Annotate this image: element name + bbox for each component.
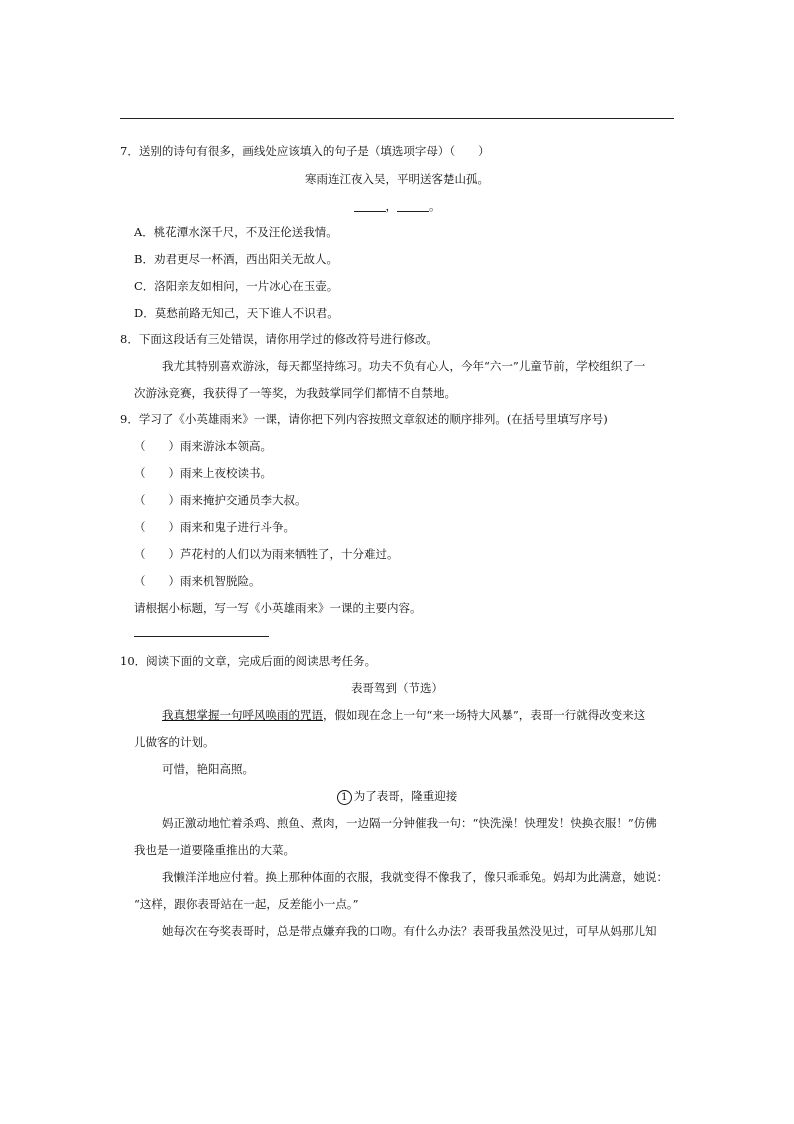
q7-option-b[interactable]: B．劝君更尽一杯酒，西出阳关无故人。 [134,252,338,266]
q8-paragraph-line1: 我尤其特别喜欢游泳，每天都坚持练习。功夫不负有心人，今年“六一”儿童节前，学校组织了一 [162,359,646,373]
q9-summary-prompt: 请根据小标题，写一写《小英雄雨来》一课的主要内容。 [134,601,422,615]
q10-stem: 10．阅读下面的文章，完成后面的阅读思考任务。 [120,654,377,668]
q9-item-3[interactable]: （ ）雨来掩护交通员李大叔。 [134,493,307,507]
q7-poem-line: 寒雨连江夜入吴，平明送客楚山孤。 [305,172,489,186]
q10-paragraph-3-line2: 我也是一道要隆重推出的大菜。 [134,843,295,857]
header-rule [120,118,674,119]
q9-stem: 9．学习了《小英雄雨来》一课，请你把下列内容按照文章叙述的顺序排列。(在括号里填写序号) [120,412,608,426]
q9-item-6[interactable]: （ ）雨来机智脱险。 [134,574,261,588]
circled-number: 1 [337,790,352,805]
q10-paragraph-1 [162,707,645,723]
underlined-sentence: 我真想掌握一句呼风唤雨的咒语 [162,708,323,722]
q9-item-5[interactable]: （ ）芦花村的人们以为雨来牺牲了，十分难过。 [134,547,399,561]
q10-paragraph-4-line1: 我懒洋洋地应付着。换上那种体面的衣服，我就变得不像我了，像只乖乖兔。妈却为此满意，她说： [162,870,668,884]
q9-item-2[interactable]: （ ）雨来上夜校读书。 [134,466,272,480]
blank-end: 。 [429,199,441,213]
blank-separator: ， [385,199,397,213]
q10-paragraph-2: 可惜，艳阳高照。 [162,762,254,776]
section-title: 为了表哥，隆重迎接 [353,789,458,803]
q7-option-d[interactable]: D．莫愁前路无知己，天下谁人不识君。 [134,306,339,320]
q10-paragraph-1-line2: 儿做客的计划。 [134,735,215,749]
q8-paragraph-line2: 次游泳竞赛，我获得了一等奖，为我鼓掌同学们都情不自禁地。 [134,386,456,400]
q7-stem: 7．送别的诗句有很多，画线处应该填入的句子是（填选项字母）（ ） [120,144,490,158]
q10-paragraph-3-line1: 妈正激动地忙着杀鸡、煎鱼、煮肉，一边隔一分钟催我一句：“快洗澡！快理发！快换衣服！”仿佛 [162,816,657,830]
blank-1[interactable] [354,199,386,212]
q10-paragraph-5-line1: 她每次在夸奖表哥时，总是带点嫌弃我的口吻。有什么办法？表哥我虽然没见过，可早从妈那儿知 [162,924,657,938]
q7-option-c[interactable]: C．洛阳亲友如相问，一片冰心在玉壶。 [134,279,339,293]
q10-paragraph-4-line2: “这样，跟你表哥站在一起，反差能小一点。” [134,897,359,911]
q7-answer-blanks [120,198,674,214]
paragraph-1-rest: ，假如现在念上一句“来一场特大风暴”，表哥一行就得改变来这 [323,708,646,722]
q9-answer-line[interactable] [134,636,269,637]
q7-option-a[interactable]: A．桃花潭水深千尺，不及汪伦送我情。 [134,225,338,239]
blank-2[interactable] [397,199,429,212]
q10-article-title: 表哥驾到（节选） [351,681,443,695]
q9-item-1[interactable]: （ ）雨来游泳本领高。 [134,439,272,453]
q8-stem: 8．下面这段话有三处错误，请你用学过的修改符号进行修改。 [120,332,438,346]
q9-item-4[interactable]: （ ）雨来和鬼子进行斗争。 [134,520,295,534]
q10-section-heading [120,788,674,805]
